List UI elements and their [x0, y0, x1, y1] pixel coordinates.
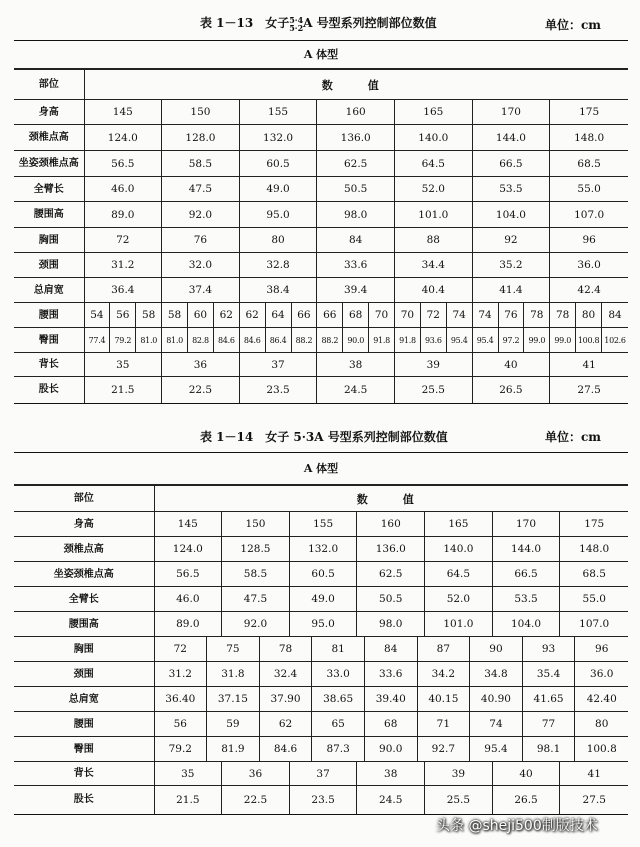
- value-cell: 53.5: [492, 587, 560, 612]
- value-cell: 66: [291, 303, 317, 328]
- value-cell: 170: [472, 100, 550, 125]
- row-label: 全臂长: [14, 177, 84, 202]
- value-cell: 25.5: [395, 377, 473, 403]
- table-row: [14, 637, 628, 662]
- value-cell: 84: [364, 637, 417, 662]
- row-label: 腰围: [14, 712, 154, 737]
- value-cell: 81.9: [207, 737, 260, 762]
- value-cell: 74: [472, 303, 498, 328]
- value-cell: 72: [154, 637, 207, 662]
- table-row: [14, 328, 628, 353]
- value-cell: 60.5: [289, 562, 357, 587]
- value-cell: 80: [239, 228, 317, 253]
- table2: [14, 452, 628, 815]
- value-cell: 40.15: [417, 687, 470, 712]
- value-cell: 40.90: [470, 687, 523, 712]
- value-cell: 98.1: [522, 737, 575, 762]
- value-cell: 34.4: [395, 253, 473, 278]
- value-cell: 41.4: [472, 278, 550, 303]
- value-cell: 90.0: [343, 328, 369, 353]
- value-cell: 78: [524, 303, 550, 328]
- table1-title: 表 1－13 女子 5·4 5·2 A 号型系列控制部位数值: [200, 14, 437, 33]
- value-cell: 95.4: [446, 328, 472, 353]
- value-cell: 95.0: [289, 612, 357, 637]
- value-cell: 39: [425, 762, 493, 786]
- value-cell: 155: [289, 512, 357, 537]
- value-cell: 128.0: [162, 125, 240, 151]
- table-row: [14, 562, 628, 587]
- value-cell: 88.2: [291, 328, 317, 353]
- value-cell: 49.0: [239, 177, 317, 202]
- row-label: 臀围: [14, 328, 84, 353]
- value-cell: 52.0: [395, 177, 473, 202]
- value-cell: 84.6: [213, 328, 239, 353]
- value-cell: 34.2: [417, 662, 470, 687]
- table-row: [14, 612, 628, 637]
- value-cell: 132.0: [289, 537, 357, 562]
- table2-body-type: A 体型: [14, 453, 628, 485]
- value-cell: 148.0: [550, 125, 628, 151]
- value-cell: 31.8: [207, 662, 260, 687]
- table2-grid: [14, 485, 628, 814]
- value-cell: 101.0: [395, 202, 473, 228]
- table-row: [14, 177, 628, 202]
- value-cell: 87: [417, 637, 470, 662]
- value-cell: 32.0: [162, 253, 240, 278]
- table1-grid: [14, 69, 628, 403]
- value-cell: 31.2: [154, 662, 207, 687]
- value-cell: 31.2: [84, 253, 162, 278]
- value-cell: 23.5: [289, 786, 357, 814]
- value-cell: 64.5: [395, 151, 473, 177]
- value-cell: 78: [259, 637, 312, 662]
- value-cell: 91.8: [395, 328, 421, 353]
- value-cell: 33.0: [312, 662, 365, 687]
- header-label: 部位: [14, 486, 154, 512]
- header-value: 数 值: [84, 70, 628, 100]
- value-cell: 50.5: [357, 587, 425, 612]
- value-cell: 66: [317, 303, 343, 328]
- value-cell: 36.4: [84, 278, 162, 303]
- value-cell: 140.0: [395, 125, 473, 151]
- value-cell: 52.0: [425, 587, 493, 612]
- value-cell: 150: [162, 100, 240, 125]
- table-row: [14, 537, 628, 562]
- watermark: 头条 @sheji500制版技术: [436, 818, 598, 834]
- row-label: 胸围: [14, 228, 84, 253]
- value-cell: 68: [343, 303, 369, 328]
- value-cell: 76: [498, 303, 524, 328]
- value-cell: 58.5: [222, 562, 290, 587]
- value-cell: 37.15: [207, 687, 260, 712]
- value-cell: 101.0: [425, 612, 493, 637]
- value-cell: 170: [492, 512, 560, 537]
- value-cell: 124.0: [154, 537, 222, 562]
- value-cell: 89.0: [84, 202, 162, 228]
- value-cell: 68.5: [560, 562, 628, 587]
- value-cell: 36: [162, 353, 240, 377]
- value-cell: 46.0: [84, 177, 162, 202]
- value-cell: 86.4: [265, 328, 291, 353]
- value-cell: 33.6: [317, 253, 395, 278]
- value-cell: 107.0: [550, 202, 628, 228]
- value-cell: 99.0: [550, 328, 576, 353]
- value-cell: 144.0: [472, 125, 550, 151]
- row-label: 身高: [14, 512, 154, 537]
- value-cell: 165: [425, 512, 493, 537]
- value-cell: 132.0: [239, 125, 317, 151]
- value-cell: 87.3: [312, 737, 365, 762]
- value-cell: 32.4: [259, 662, 312, 687]
- value-cell: 165: [395, 100, 473, 125]
- value-cell: 65: [312, 712, 365, 737]
- table2-title: 表 1－14 女子 5·3A 号型系列控制部位数值: [200, 430, 448, 444]
- value-cell: 100.8: [575, 737, 628, 762]
- value-cell: 136.0: [357, 537, 425, 562]
- value-cell: 79.2: [110, 328, 136, 353]
- value-cell: 93.6: [420, 328, 446, 353]
- table-row: [14, 587, 628, 612]
- value-cell: 124.0: [84, 125, 162, 151]
- value-cell: 26.5: [492, 786, 560, 814]
- table-row: [14, 151, 628, 177]
- value-cell: 136.0: [317, 125, 395, 151]
- value-cell: 144.0: [492, 537, 560, 562]
- value-cell: 80: [575, 712, 628, 737]
- value-cell: 160: [357, 512, 425, 537]
- value-cell: 37: [289, 762, 357, 786]
- value-cell: 68.5: [550, 151, 628, 177]
- row-label: 坐姿颈椎点高: [14, 562, 154, 587]
- table-row: [14, 228, 628, 253]
- value-cell: 148.0: [560, 537, 628, 562]
- value-cell: 24.5: [317, 377, 395, 403]
- value-cell: 81.0: [162, 328, 188, 353]
- value-cell: 36: [222, 762, 290, 786]
- row-label: 身高: [14, 100, 84, 125]
- header-row: [14, 70, 628, 100]
- table-row: [14, 125, 628, 151]
- value-cell: 38.4: [239, 278, 317, 303]
- value-cell: 84: [317, 228, 395, 253]
- value-cell: 98.0: [357, 612, 425, 637]
- row-label: 臀围: [14, 737, 154, 762]
- value-cell: 36.0: [550, 253, 628, 278]
- value-cell: 41.65: [522, 687, 575, 712]
- value-cell: 35: [154, 762, 222, 786]
- value-cell: 84.6: [259, 737, 312, 762]
- value-cell: 95.4: [472, 328, 498, 353]
- value-cell: 40.4: [395, 278, 473, 303]
- value-cell: 37.90: [259, 687, 312, 712]
- table1-caption: [0, 10, 640, 34]
- value-cell: 74: [470, 712, 523, 737]
- value-cell: 89.0: [154, 612, 222, 637]
- value-cell: 62.5: [317, 151, 395, 177]
- row-label: 颈围: [14, 253, 84, 278]
- table-row: [14, 662, 628, 687]
- value-cell: 56: [110, 303, 136, 328]
- value-cell: 72: [420, 303, 446, 328]
- value-cell: 160: [317, 100, 395, 125]
- value-cell: 100.8: [576, 328, 602, 353]
- value-cell: 21.5: [84, 377, 162, 403]
- value-cell: 98.0: [317, 202, 395, 228]
- row-label: 腰围高: [14, 202, 84, 228]
- value-cell: 102.6: [602, 328, 629, 353]
- header-value: 数 值: [154, 486, 628, 512]
- table-row: [14, 762, 628, 786]
- value-cell: 56.5: [84, 151, 162, 177]
- value-cell: 42.40: [575, 687, 628, 712]
- value-cell: 49.0: [289, 587, 357, 612]
- table-row: [14, 712, 628, 737]
- value-cell: 104.0: [492, 612, 560, 637]
- value-cell: 38.65: [312, 687, 365, 712]
- value-cell: 38: [317, 353, 395, 377]
- value-cell: 41: [550, 353, 628, 377]
- value-cell: 47.5: [222, 587, 290, 612]
- value-cell: 66.5: [472, 151, 550, 177]
- row-label: 颈椎点高: [14, 537, 154, 562]
- row-label: 背长: [14, 353, 84, 377]
- value-cell: 27.5: [550, 377, 628, 403]
- table2-unit: 单位：cm: [545, 430, 602, 444]
- table-row: [14, 512, 628, 537]
- value-cell: 80: [576, 303, 602, 328]
- value-cell: 97.2: [498, 328, 524, 353]
- value-cell: 21.5: [154, 786, 222, 814]
- value-cell: 90.0: [364, 737, 417, 762]
- value-cell: 128.5: [222, 537, 290, 562]
- value-cell: 88.2: [317, 328, 343, 353]
- value-cell: 37: [239, 353, 317, 377]
- header-label: 部位: [14, 70, 84, 100]
- row-label: 胸围: [14, 637, 154, 662]
- row-label: 腰围高: [14, 612, 154, 637]
- value-cell: 46.0: [154, 587, 222, 612]
- value-cell: 76: [162, 228, 240, 253]
- value-cell: 104.0: [472, 202, 550, 228]
- value-cell: 91.8: [369, 328, 395, 353]
- value-cell: 93: [522, 637, 575, 662]
- value-cell: 74: [446, 303, 472, 328]
- value-cell: 47.5: [162, 177, 240, 202]
- value-cell: 56: [154, 712, 207, 737]
- value-cell: 79.2: [154, 737, 207, 762]
- table-row: [14, 303, 628, 328]
- value-cell: 82.8: [188, 328, 214, 353]
- value-cell: 55.0: [550, 177, 628, 202]
- value-cell: 23.5: [239, 377, 317, 403]
- value-cell: 58: [136, 303, 162, 328]
- value-cell: 35.4: [522, 662, 575, 687]
- value-cell: 33.6: [364, 662, 417, 687]
- table-row: [14, 100, 628, 125]
- value-cell: 60: [188, 303, 214, 328]
- value-cell: 36.40: [154, 687, 207, 712]
- value-cell: 22.5: [222, 786, 290, 814]
- value-cell: 37.4: [162, 278, 240, 303]
- value-cell: 62: [213, 303, 239, 328]
- row-label: 全臂长: [14, 587, 154, 612]
- value-cell: 99.0: [524, 328, 550, 353]
- value-cell: 59: [207, 712, 260, 737]
- value-cell: 70: [395, 303, 421, 328]
- value-cell: 64.5: [425, 562, 493, 587]
- row-label: 背长: [14, 762, 154, 786]
- value-cell: 27.5: [560, 786, 628, 814]
- value-cell: 22.5: [162, 377, 240, 403]
- value-cell: 58: [162, 303, 188, 328]
- value-cell: 38: [357, 762, 425, 786]
- value-cell: 96: [550, 228, 628, 253]
- value-cell: 60.5: [239, 151, 317, 177]
- value-cell: 24.5: [357, 786, 425, 814]
- value-cell: 53.5: [472, 177, 550, 202]
- value-cell: 75: [207, 637, 260, 662]
- value-cell: 84: [602, 303, 629, 328]
- value-cell: 107.0: [560, 612, 628, 637]
- table-row: [14, 353, 628, 377]
- value-cell: 92: [472, 228, 550, 253]
- value-cell: 90: [470, 637, 523, 662]
- value-cell: 62.5: [357, 562, 425, 587]
- value-cell: 72: [84, 228, 162, 253]
- row-label: 坐姿颈椎点高: [14, 151, 84, 177]
- value-cell: 36.0: [575, 662, 628, 687]
- value-cell: 42.4: [550, 278, 628, 303]
- value-cell: 175: [560, 512, 628, 537]
- row-label: 总肩宽: [14, 278, 84, 303]
- row-label: 总肩宽: [14, 687, 154, 712]
- table2-caption: [0, 426, 640, 446]
- value-cell: 62: [239, 303, 265, 328]
- table-row: [14, 737, 628, 762]
- value-cell: 175: [550, 100, 628, 125]
- value-cell: 68: [364, 712, 417, 737]
- value-cell: 81.0: [136, 328, 162, 353]
- header-row: [14, 486, 628, 512]
- table-row: [14, 786, 628, 814]
- value-cell: 145: [154, 512, 222, 537]
- value-cell: 54: [84, 303, 110, 328]
- value-cell: 62: [259, 712, 312, 737]
- value-cell: 58.5: [162, 151, 240, 177]
- value-cell: 40: [472, 353, 550, 377]
- value-cell: 95.0: [239, 202, 317, 228]
- table1: [14, 40, 628, 404]
- value-cell: 41: [560, 762, 628, 786]
- value-cell: 50.5: [317, 177, 395, 202]
- table-row: [14, 377, 628, 403]
- row-label: 颈椎点高: [14, 125, 84, 151]
- value-cell: 92.0: [222, 612, 290, 637]
- value-cell: 155: [239, 100, 317, 125]
- value-cell: 26.5: [472, 377, 550, 403]
- table-row: [14, 253, 628, 278]
- table-row: [14, 687, 628, 712]
- value-cell: 55.0: [560, 587, 628, 612]
- value-cell: 78: [550, 303, 576, 328]
- value-cell: 140.0: [425, 537, 493, 562]
- value-cell: 39: [395, 353, 473, 377]
- value-cell: 66.5: [492, 562, 560, 587]
- value-cell: 95.4: [470, 737, 523, 762]
- row-label: 颈围: [14, 662, 154, 687]
- table1-title-fraction: 5·4 5·2: [289, 14, 304, 33]
- value-cell: 92.0: [162, 202, 240, 228]
- value-cell: 81: [312, 637, 365, 662]
- value-cell: 84.6: [239, 328, 265, 353]
- row-label: 股长: [14, 786, 154, 814]
- value-cell: 39.4: [317, 278, 395, 303]
- value-cell: 25.5: [425, 786, 493, 814]
- table1-unit: 单位：cm: [545, 18, 602, 32]
- value-cell: 92.7: [417, 737, 470, 762]
- value-cell: 35.2: [472, 253, 550, 278]
- value-cell: 34.8: [470, 662, 523, 687]
- row-label: 股长: [14, 377, 84, 403]
- table-row: [14, 202, 628, 228]
- table1-body-type: A 体型: [14, 41, 628, 69]
- value-cell: 71: [417, 712, 470, 737]
- value-cell: 64: [265, 303, 291, 328]
- value-cell: 150: [222, 512, 290, 537]
- value-cell: 96: [575, 637, 628, 662]
- value-cell: 88: [395, 228, 473, 253]
- value-cell: 40: [492, 762, 560, 786]
- row-label: 腰围: [14, 303, 84, 328]
- value-cell: 70: [369, 303, 395, 328]
- table-row: [14, 278, 628, 303]
- value-cell: 35: [84, 353, 162, 377]
- value-cell: 77.4: [84, 328, 110, 353]
- value-cell: 39.40: [364, 687, 417, 712]
- value-cell: 77: [522, 712, 575, 737]
- value-cell: 56.5: [154, 562, 222, 587]
- value-cell: 145: [84, 100, 162, 125]
- value-cell: 32.8: [239, 253, 317, 278]
